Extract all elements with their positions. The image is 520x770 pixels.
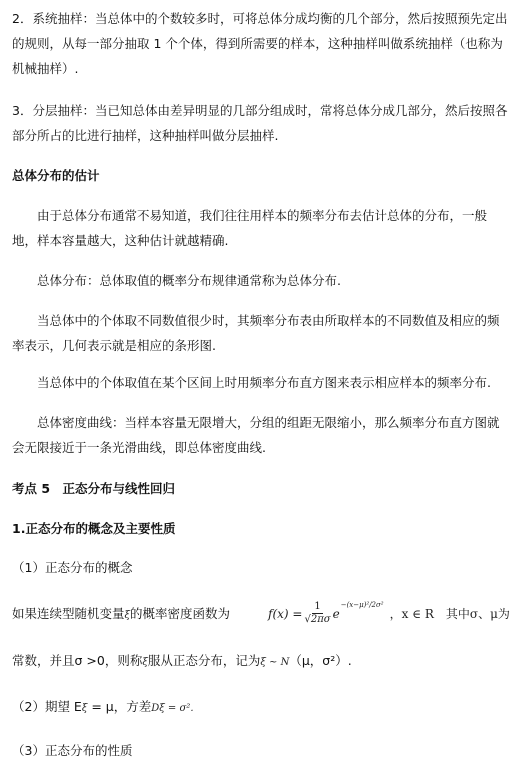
paragraph-interval-values: 当总体中的个体取值在某个区间上时用频率分布直方图来表示相应样本的频率分布.	[37, 375, 491, 390]
notation-text-b: 服从正态分布，记为	[147, 653, 261, 668]
normal-density-formula	[268, 601, 510, 626]
formula-exponent: −(x−μ)²/2σ²	[340, 600, 384, 609]
heading-population-distribution: 总体分布的估计	[12, 168, 100, 183]
formula-denominator: √2πσ	[304, 614, 331, 625]
xi-symbol: ξ	[124, 610, 131, 621]
paragraph-systematic-sampling: 2．系统抽样：当总体中的个数较多时，可将总体分成均衡的几个部分，然后按照预先定出的规则，从每一部分抽取 1 个个体，得到所需要的样本，这种抽样叫做系统抽样（也称为机械抽样）.	[12, 11, 508, 76]
paragraph-expectation-variance	[12, 694, 510, 721]
paragraph-discrete-values: 当总体中的个体取不同数值很少时，其频率分布表由所取样本的不同数值及相应的频率表示，几何表示就是相应的条形图.	[12, 313, 500, 353]
heading-topic-5: 考点 5 正态分布与线性回归	[12, 481, 176, 496]
paragraph-density-curve: 总体密度曲线：当样本容量无限增大，分组的组距无限缩小，那么频率分布直方图就会无限接近于一条光滑曲线，即总体密度曲线.	[12, 415, 500, 455]
density-intro-text-2: 的概率密度函数为	[130, 606, 231, 621]
formula-domain-text: ，x ∈ R 其中σ、μ为	[389, 607, 510, 621]
variance-math: Dξ = σ².	[151, 703, 194, 714]
heading-normal-distribution-concept: 1.正态分布的概念及主要性质	[12, 521, 176, 536]
paragraph-estimation: 由于总体分布通常不易知道，我们往往用样本的频率分布去估计总体的分布，一般地，样本容量越大，这种估计就越精确.	[12, 208, 488, 248]
expectation-text-a: （2）期望 E	[12, 699, 82, 714]
formula-fraction	[304, 601, 330, 626]
formula-lhs: f(x) =	[268, 606, 303, 621]
density-intro-text: 如果连续型随机变量	[12, 606, 125, 621]
formula-e: e	[332, 606, 340, 621]
notation-math: ξ ~ N	[260, 657, 290, 668]
paragraph-stratified-sampling: 3．分层抽样：当已知总体由差异明显的几部分组成时，常将总体分成几部分，然后按照各部分所占的比进行抽样，这种抽样叫做分层抽样.	[12, 103, 508, 143]
subheading-normal-distribution-properties: （3）正态分布的性质	[12, 743, 133, 758]
formula-numerator: 1	[314, 601, 321, 612]
notation-text-c: （μ，σ²）.	[289, 653, 352, 668]
paragraph-population-distribution-def: 总体分布：总体取值的概率分布规律通常称为总体分布.	[37, 273, 341, 288]
expectation-text-b: = μ，方差	[87, 699, 152, 714]
subheading-normal-distribution-concept: （1）正态分布的概念	[12, 560, 133, 575]
xi-subscript: ξ	[81, 703, 88, 714]
notation-text-a: 常数，并且σ >0，则称	[12, 653, 143, 668]
paragraph-normal-notation	[12, 648, 510, 675]
xi-symbol-2: ξ	[142, 657, 148, 668]
